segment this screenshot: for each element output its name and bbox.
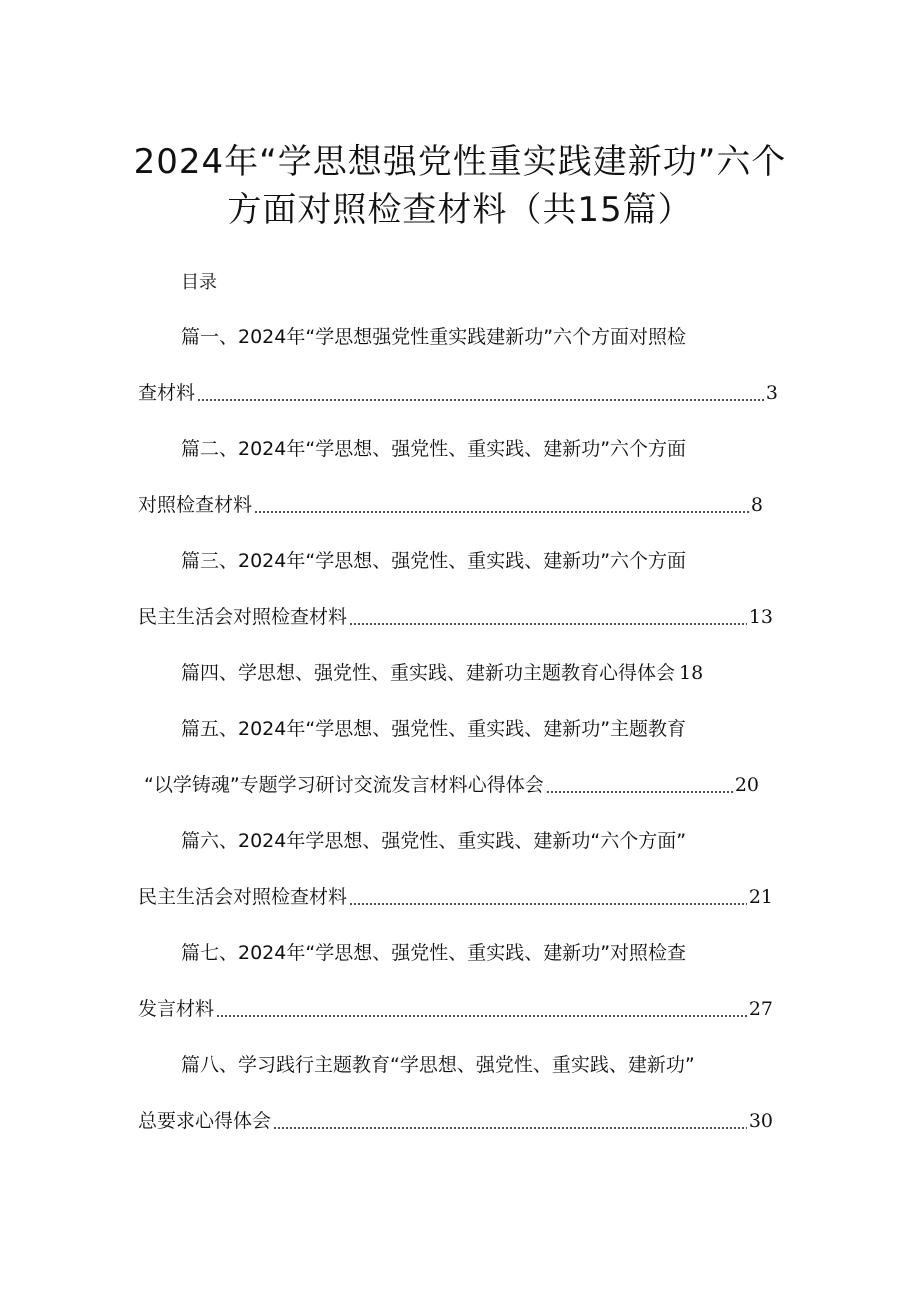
toc-entry-3-line-1[interactable]: 篇三、2024年“学思想、强党性、重实践、建新功”六个方面 [181, 550, 687, 572]
document-title-line-2: 方面对照检查材料（共15篇） [227, 190, 693, 230]
toc-entry-8-text: 总要求心得体会 [138, 1110, 272, 1132]
dot-leader [349, 623, 747, 625]
toc-entry-3-text: 民主生活会对照检查材料 [138, 606, 348, 628]
toc-entry-3-page: 13 [748, 606, 773, 628]
toc-entry-2-line-2[interactable] [138, 490, 763, 520]
toc-entry-5-line-1[interactable]: 篇五、2024年“学思想、强党性、重实践、建新功”主题教育 [181, 718, 687, 740]
dot-leader [254, 511, 749, 513]
toc-entry-2-line-1[interactable]: 篇二、2024年“学思想、强党性、重实践、建新功”六个方面 [181, 438, 687, 460]
toc-entry-3-line-2[interactable] [138, 602, 773, 632]
toc-entry-5-line-2[interactable] [144, 770, 759, 800]
dot-leader [273, 1127, 747, 1129]
toc-entry-8-page: 30 [748, 1110, 773, 1132]
toc-entry-1-line-2[interactable] [138, 378, 778, 408]
toc-entry-1-text: 查材料 [138, 382, 196, 404]
toc-entry-4-page: 18 [679, 662, 704, 684]
document-title-line-1: 2024年“学思想强党性重实践建新功”六个 [133, 142, 787, 182]
toc-entry-1-line-1[interactable]: 篇一、2024年“学思想强党性重实践建新功”六个方面对照检 [181, 326, 687, 348]
toc-entry-6-text: 民主生活会对照检查材料 [138, 886, 348, 908]
toc-entry-7-line-1[interactable]: 篇七、2024年“学思想、强党性、重实践、建新功”对照检查 [181, 942, 687, 964]
toc-entry-7-text: 发言材料 [138, 998, 215, 1020]
toc-entry-6-page: 21 [748, 886, 773, 908]
toc-entry-8-line-2[interactable] [138, 1106, 773, 1136]
toc-entry-4-text: 篇四、学思想、强党性、重实践、建新功主题教育心得体会 [181, 662, 676, 684]
dot-leader [349, 903, 747, 905]
toc-entry-4-line-1[interactable] [181, 658, 703, 688]
toc-entry-1-page: 3 [765, 382, 778, 404]
toc-entry-2-page: 8 [750, 494, 763, 516]
toc-entry-6-line-1[interactable]: 篇六、2024年学思想、强党性、重实践、建新功“六个方面” [181, 830, 687, 852]
toc-entry-8-line-1[interactable]: 篇八、学习践行主题教育“学思想、强党性、重实践、建新功” [181, 1054, 695, 1076]
toc-entry-6-line-2[interactable] [138, 882, 773, 912]
toc-entry-5-page: 20 [734, 774, 759, 796]
toc-entry-7-page: 27 [748, 998, 773, 1020]
toc-entry-2-text: 对照检查材料 [138, 494, 253, 516]
toc-heading: 目录 [181, 272, 217, 293]
dot-leader [197, 399, 764, 401]
dot-leader [546, 791, 733, 793]
toc-entry-7-line-2[interactable] [138, 994, 773, 1024]
toc-entry-5-text: “以学铸魂”专题学习研讨交流发言材料心得体会 [144, 774, 544, 796]
dot-leader [216, 1015, 747, 1017]
